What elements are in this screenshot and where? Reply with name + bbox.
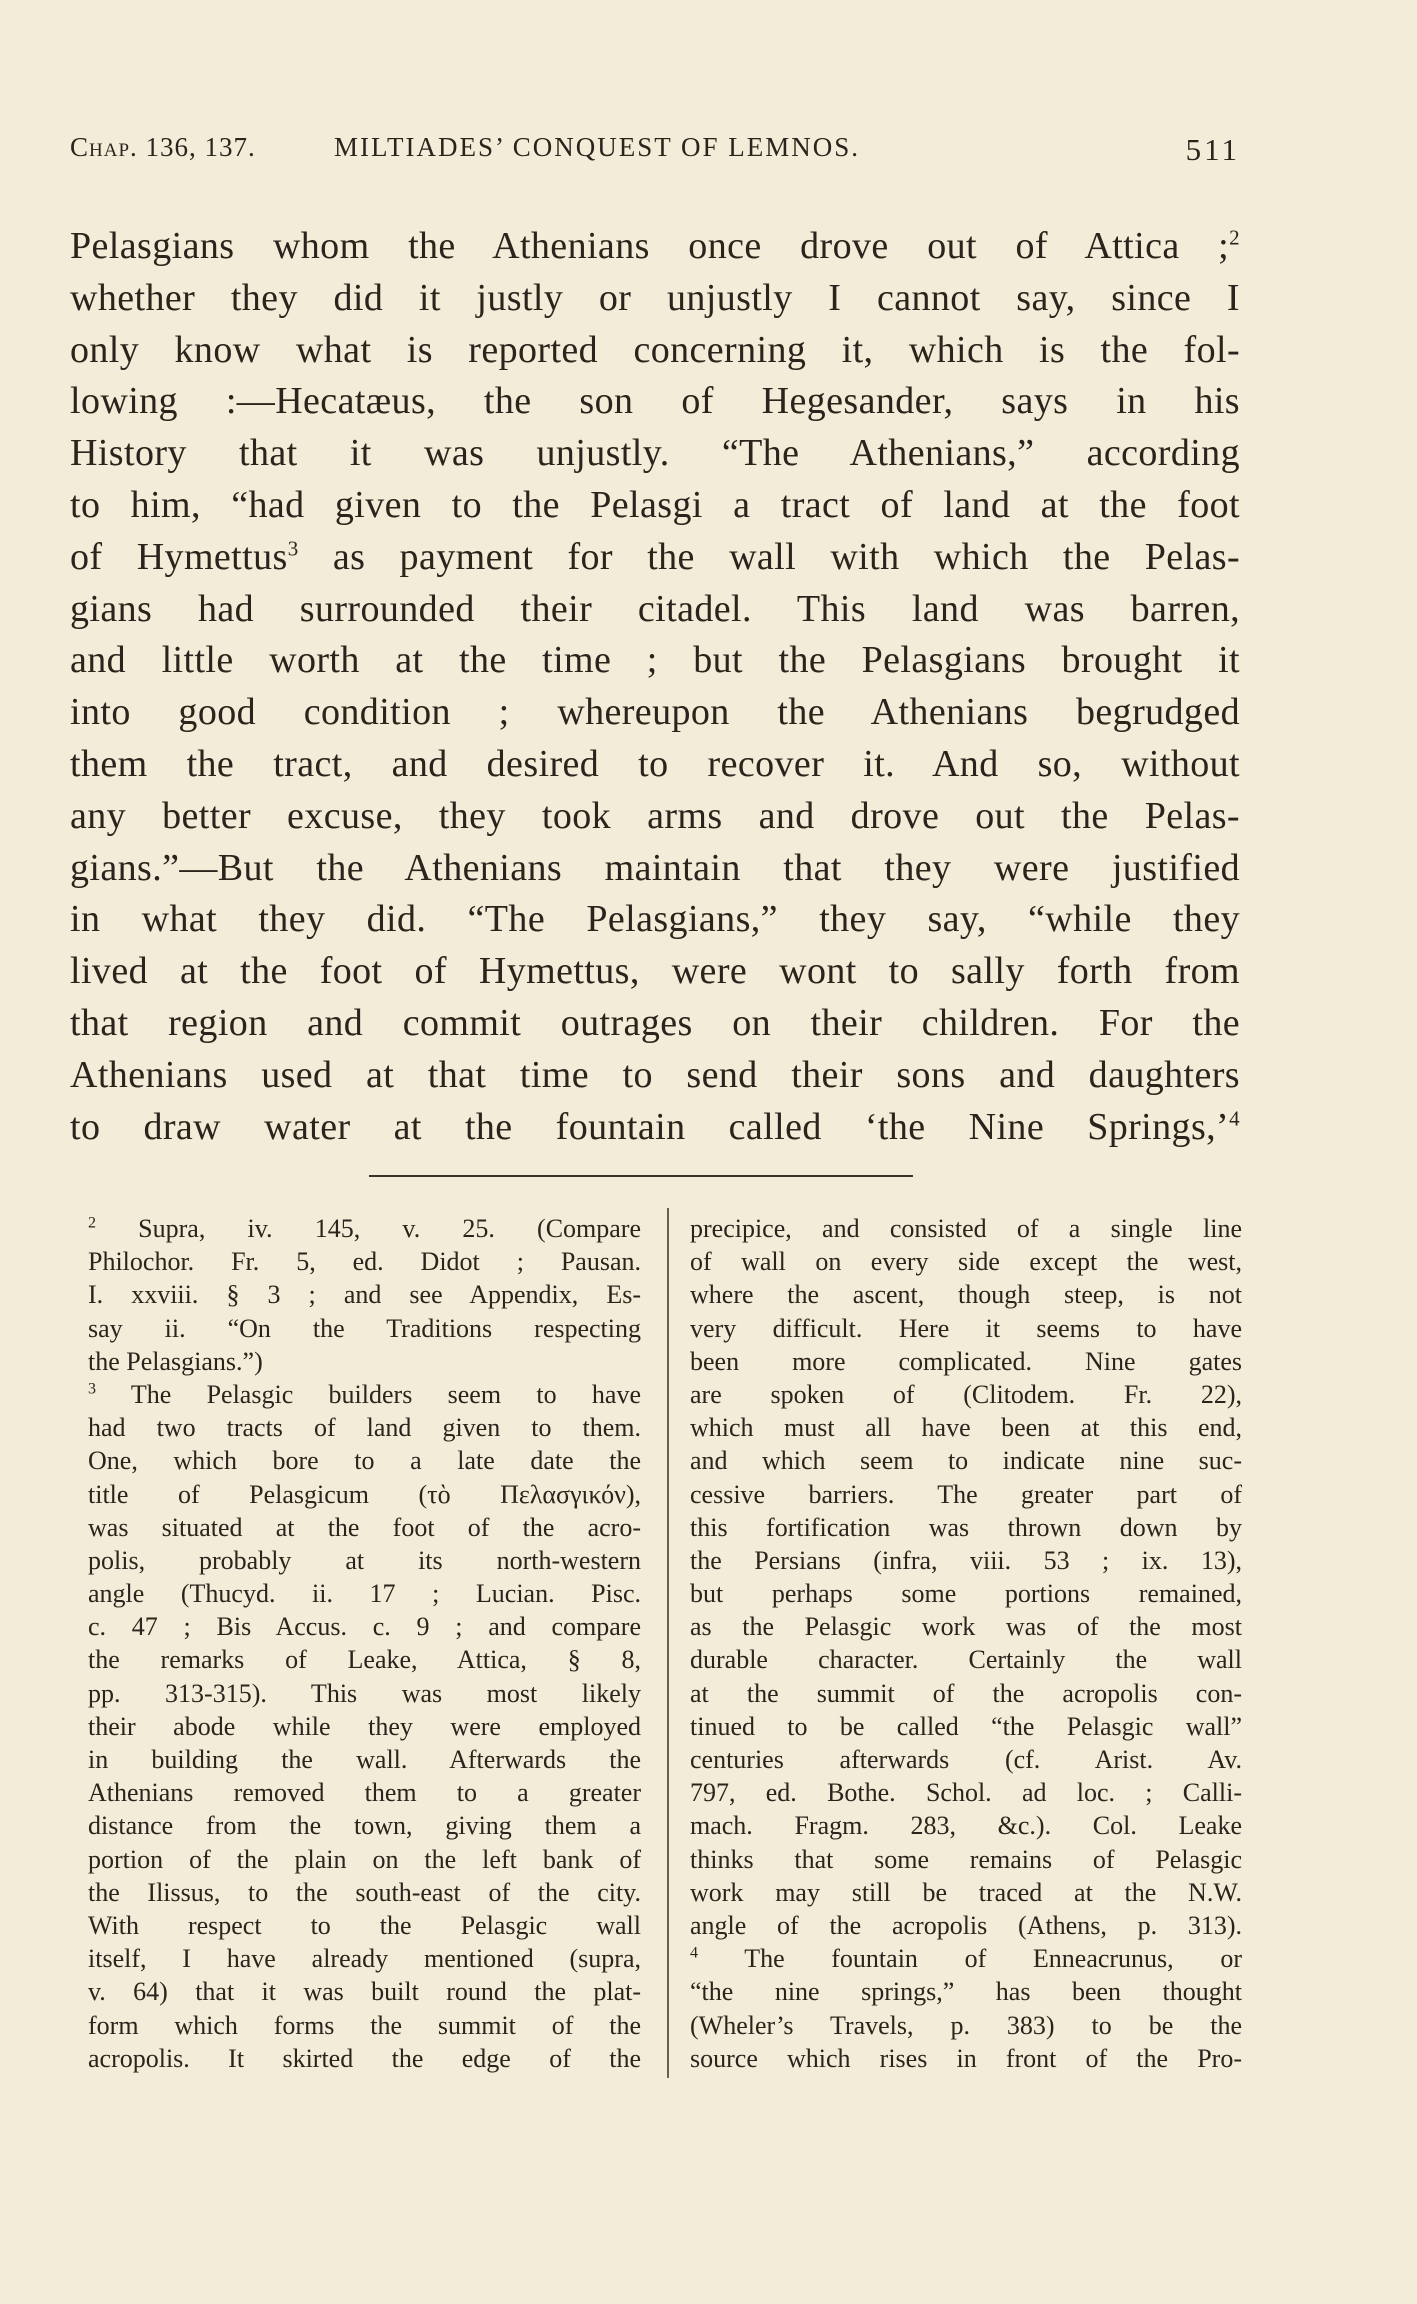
footnote-right-text: and which seem to indicate nine suc- xyxy=(690,1446,1242,1476)
footnote-left-line xyxy=(88,1278,641,1311)
footnote-left-text: the Pelasgians.”) xyxy=(88,1346,263,1376)
footnote-reference: 2 xyxy=(1229,225,1240,250)
footnote-right-text: cessive barriers. The greater part of xyxy=(690,1479,1242,1509)
footnote-right-line xyxy=(690,1876,1242,1909)
footnote-right-text: where the ascent, though steep, is not xyxy=(690,1280,1242,1310)
main-text: that region and commit outrages on their children. For the xyxy=(70,1001,1240,1044)
footnote-left-line xyxy=(88,1743,641,1776)
footnote-left-line xyxy=(88,1710,641,1743)
main-text: only know what is reported concerning it, which is the fol- xyxy=(70,328,1240,371)
footnote-left-text: was situated at the foot of the acro- xyxy=(88,1512,641,1542)
main-text: in what they did. “The Pelasgians,” they say, “while they xyxy=(70,898,1240,941)
main-line xyxy=(70,428,1240,480)
footnote-reference: 4 xyxy=(1229,1105,1240,1130)
footnote-left-line xyxy=(88,1643,641,1676)
running-head xyxy=(70,132,1240,172)
footnote-right-line xyxy=(690,1312,1242,1345)
main-text xyxy=(70,221,1240,1153)
footnote-left-line xyxy=(88,1942,641,1975)
footnote-right-text: durable character. Certainly the wall xyxy=(690,1645,1242,1675)
main-text: lowing :—Hecatæus, the son of Hegesander, says in his xyxy=(70,380,1240,423)
main-text: gians.”—But the Athenians maintain that they were justified xyxy=(70,846,1240,889)
footnote-left-line xyxy=(88,1577,641,1610)
main-line xyxy=(70,273,1240,325)
footnote-left-line xyxy=(88,1511,641,1544)
footnote-left-text: itself, I have already mentioned (supra, xyxy=(88,1944,641,1974)
footnote-right-line xyxy=(690,1643,1242,1676)
footnote-left-text: their abode while they were employed xyxy=(88,1711,641,1741)
footnote-right-line xyxy=(690,1776,1242,1809)
footnote-right-line xyxy=(690,1743,1242,1776)
footnote-reference: 3 xyxy=(287,536,299,561)
footnote-left-text: acropolis. It skirted the edge of the xyxy=(88,2043,641,2073)
footnote-right-line xyxy=(690,1245,1242,1278)
footnote-left-text: form which forms the summit of the xyxy=(88,2010,641,2040)
footnote-left-line xyxy=(88,1975,641,2008)
footnote-right-text: The fountain of Enneacrunus, or xyxy=(698,1944,1242,1974)
main-text: and little worth at the time ; but the Pelasgians brought it xyxy=(70,639,1240,682)
main-line xyxy=(70,791,1240,843)
footnote-right-text: angle of the acropolis (Athens, p. 313). xyxy=(690,1910,1242,1940)
footnote-left-text: I. xxviii. § 3 ; and see Appendix, Es- xyxy=(88,1280,641,1310)
footnote-left-text: distance from the town, giving them a xyxy=(88,1811,641,1841)
main-text: Athenians used at that time to send their sons and daughters xyxy=(70,1053,1240,1096)
footnote-left-text: polis, probably at its north-western xyxy=(88,1545,641,1575)
main-line xyxy=(70,221,1240,273)
main-line xyxy=(70,376,1240,428)
footnote-right-line xyxy=(690,1909,1242,1942)
footnote-left-line xyxy=(88,1312,641,1345)
footnote-right-text: (Wheler’s Travels, p. 383) to be the xyxy=(690,2010,1242,2040)
footnote-right-text: but perhaps some portions remained, xyxy=(690,1579,1242,1609)
main-text: gians had surrounded their citadel. This land was barren, xyxy=(70,587,1240,630)
footnote-left-text: c. 47 ; Bis Accus. c. 9 ; and compare xyxy=(88,1612,641,1642)
main-text: any better excuse, they took arms and drove out the Pelas- xyxy=(70,794,1240,837)
main-line xyxy=(70,894,1240,946)
footnote-right-text: precipice, and consisted of a single line xyxy=(690,1214,1242,1243)
footnote-right-text: “the nine springs,” has been thought xyxy=(690,1977,1242,2007)
main-text: lived at the foot of Hymettus, were wont to sally forth from xyxy=(70,950,1240,993)
footnote-separator-rule xyxy=(369,1175,913,1177)
footnote-column-divider xyxy=(667,1208,669,2078)
footnote-left-line xyxy=(88,1843,641,1876)
main-line xyxy=(70,687,1240,739)
main-line xyxy=(70,584,1240,636)
footnote-left-text: had two tracts of land given to them. xyxy=(88,1413,641,1443)
footnote-left-text: title of Pelasgicum (τὸ Πελασγικόν), xyxy=(88,1479,641,1509)
footnote-right-line xyxy=(690,1577,1242,1610)
footnote-left-text: The Pelasgic builders seem to have xyxy=(96,1379,641,1409)
footnote-right-line xyxy=(690,1212,1242,1245)
footnote-left-line xyxy=(88,1478,641,1511)
main-line xyxy=(70,325,1240,377)
footnote-right-text: are spoken of (Clitodem. Fr. 22), xyxy=(690,1379,1242,1409)
main-text: History that it was unjustly. “The Athenians,” according xyxy=(70,432,1240,475)
footnote-right-text: source which rises in front of the Pro- xyxy=(690,2043,1242,2073)
main-text-continued: as payment for the wall with which the Pelas- xyxy=(298,535,1241,578)
main-text: of Hymettus xyxy=(70,535,288,578)
footnote-right-text: which must all have been at this end, xyxy=(690,1413,1242,1443)
footnote-right-line xyxy=(690,1511,1242,1544)
footnote-right-text: very difficult. Here it seems to have xyxy=(690,1313,1242,1343)
footnote-right-text: thinks that some remains of Pelasgic xyxy=(690,1844,1242,1874)
main-line xyxy=(70,1102,1240,1154)
footnote-marker: 3 xyxy=(88,1380,96,1398)
footnote-left-line xyxy=(88,1544,641,1577)
footnote-right-text: been more complicated. Nine gates xyxy=(690,1346,1242,1376)
footnote-left-line xyxy=(88,2042,641,2075)
main-text: them the tract, and desired to recover it. And so, without xyxy=(70,742,1240,785)
footnote-marker: 2 xyxy=(88,1214,96,1232)
footnote-right-text: tinued to be called “the Pelasgic wall” xyxy=(690,1711,1242,1741)
footnote-right-text: centuries afterwards (cf. Arist. Av. xyxy=(690,1745,1242,1774)
footnote-left-line xyxy=(88,1444,641,1477)
footnotes-left-column xyxy=(88,1212,641,2075)
main-line xyxy=(70,843,1240,895)
running-title: MILTIADES’ CONQUEST OF LEMNOS. xyxy=(334,132,861,162)
footnote-right-line xyxy=(690,1411,1242,1444)
footnote-left-text: With respect to the Pelasgic wall xyxy=(88,1910,641,1940)
footnote-left-line xyxy=(88,1245,641,1278)
footnote-right-line xyxy=(690,1378,1242,1411)
main-text: into good condition ; whereupon the Athenians begrudged xyxy=(70,691,1240,734)
footnote-right-text: the Persians (infra, viii. 53 ; ix. 13), xyxy=(690,1545,1242,1575)
footnote-left-text: v. 64) that it was built round the plat- xyxy=(88,1977,641,2007)
main-line xyxy=(70,1050,1240,1102)
footnote-left-text: portion of the plain on the left bank of xyxy=(88,1844,641,1874)
footnotes-right-column xyxy=(690,1212,1242,2075)
footnote-left-line xyxy=(88,1411,641,1444)
footnote-right-text: this fortification was thrown down by xyxy=(690,1512,1242,1542)
main-line xyxy=(70,998,1240,1050)
footnote-right-line xyxy=(690,1843,1242,1876)
footnote-right-line xyxy=(690,1345,1242,1378)
main-text: whether they did it justly or unjustly I cannot say, since I xyxy=(70,276,1240,319)
footnote-left-text: pp. 313-315). This was most likely xyxy=(88,1678,641,1708)
footnote-left-text: One, which bore to a late date the xyxy=(88,1446,641,1476)
main-text: to draw water at the fountain called ‘the Nine Springs,’ xyxy=(70,1105,1230,1148)
footnote-right-line xyxy=(690,2009,1242,2042)
page-number: 511 xyxy=(1185,132,1240,167)
footnote-right-line xyxy=(690,1942,1242,1975)
footnote-left-line xyxy=(88,1809,641,1842)
footnote-left-line xyxy=(88,1876,641,1909)
footnote-right-text: at the summit of the acropolis con- xyxy=(690,1678,1242,1708)
footnote-left-text: the remarks of Leake, Attica, § 8, xyxy=(88,1645,641,1675)
footnote-left-line xyxy=(88,1378,641,1411)
footnote-right-line xyxy=(690,1677,1242,1710)
footnote-right-line xyxy=(690,1544,1242,1577)
footnote-right-line xyxy=(690,1278,1242,1311)
footnote-right-line xyxy=(690,1444,1242,1477)
footnote-left-line xyxy=(88,2009,641,2042)
footnote-right-line xyxy=(690,2042,1242,2075)
footnote-left-line xyxy=(88,1345,641,1378)
footnote-right-text: of wall on every side except the west, xyxy=(690,1247,1242,1277)
main-line xyxy=(70,739,1240,791)
main-line xyxy=(70,946,1240,998)
footnote-right-line xyxy=(690,1809,1242,1842)
footnote-left-text: Athenians removed them to a greater xyxy=(88,1778,641,1808)
footnote-left-line xyxy=(88,1212,641,1245)
footnote-left-text: in building the wall. Afterwards the xyxy=(88,1745,641,1774)
chapter-reference: Chap. 136, 137. xyxy=(70,132,256,162)
main-line xyxy=(70,480,1240,532)
main-text: to him, “had given to the Pelasgi a tract of land at the foot xyxy=(70,483,1240,526)
footnote-left-text: the Ilissus, to the south-east of the city. xyxy=(88,1877,641,1907)
footnote-left-text: angle (Thucyd. ii. 17 ; Lucian. Pisc. xyxy=(88,1579,641,1609)
footnote-right-line xyxy=(690,1975,1242,2008)
footnote-left-line xyxy=(88,1610,641,1643)
footnote-right-text: work may still be traced at the N.W. xyxy=(690,1877,1242,1907)
footnote-left-line xyxy=(88,1677,641,1710)
footnote-left-line xyxy=(88,1909,641,1942)
footnote-marker: 4 xyxy=(690,1944,698,1962)
main-text: Pelasgians whom the Athenians once drove out of Attica ; xyxy=(70,225,1230,267)
footnote-right-line xyxy=(690,1710,1242,1743)
footnote-right-line xyxy=(690,1478,1242,1511)
footnote-right-text: as the Pelasgic work was of the most xyxy=(690,1612,1242,1642)
footnote-right-line xyxy=(690,1610,1242,1643)
footnote-right-text: 797, ed. Bothe. Schol. ad loc. ; Calli- xyxy=(690,1778,1242,1808)
main-line xyxy=(70,635,1240,687)
footnote-left-text: say ii. “On the Traditions respecting xyxy=(88,1313,641,1343)
footnote-left-text: Supra, iv. 145, v. 25. (Compare xyxy=(96,1214,641,1243)
footnote-right-text: mach. Fragm. 283, &c.). Col. Leake xyxy=(690,1811,1242,1841)
footnote-left-text: Philochor. Fr. 5, ed. Didot ; Pausan. xyxy=(88,1247,641,1277)
main-line xyxy=(70,532,1240,584)
footnote-left-line xyxy=(88,1776,641,1809)
